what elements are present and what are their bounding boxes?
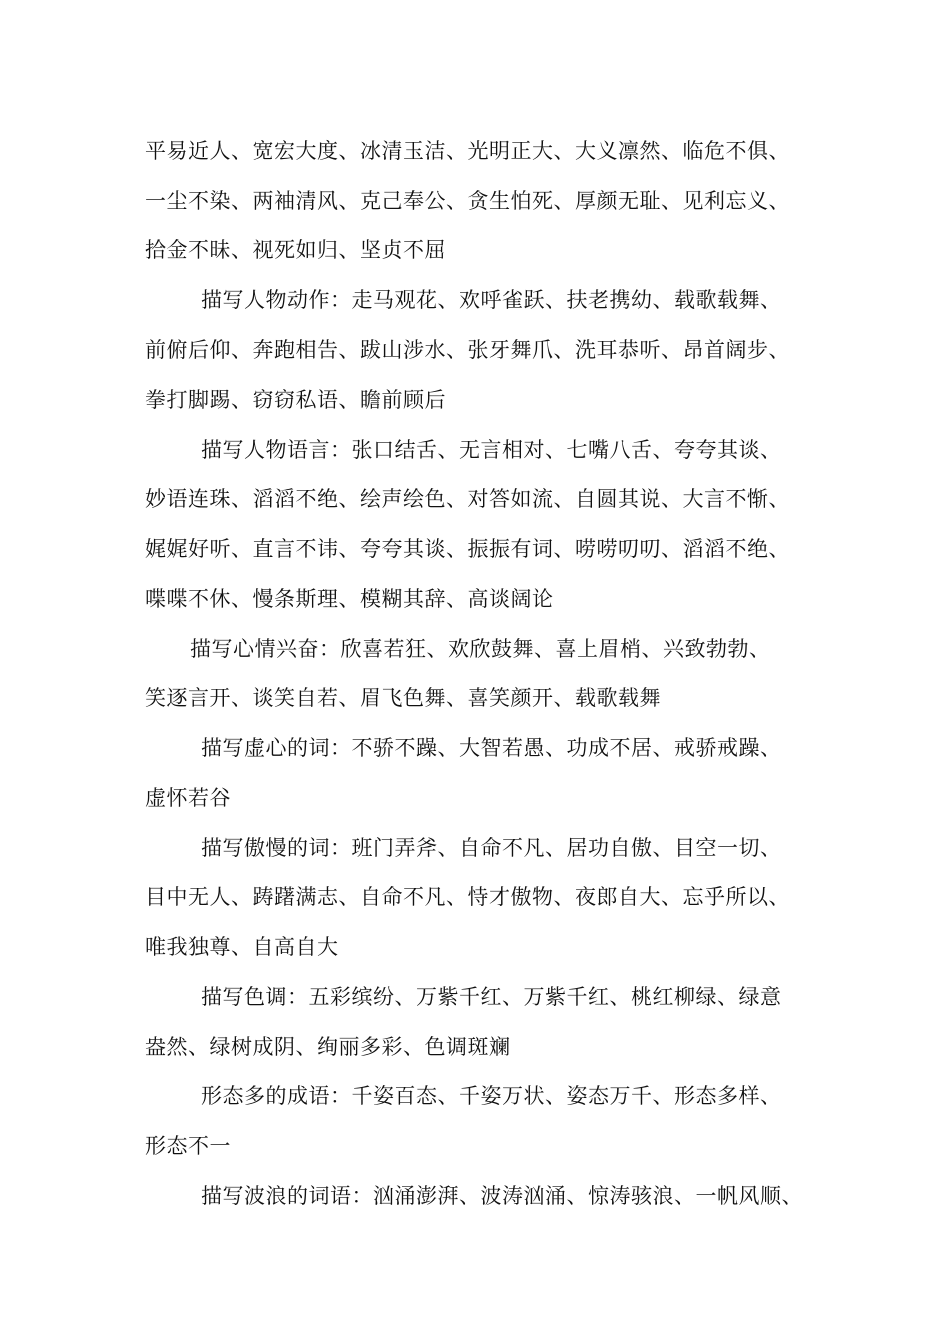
- text-line: 描写人物动作：走马观花、欢呼雀跃、扶老携幼、载歌载舞、: [201, 288, 782, 312]
- text-line: 描写波浪的词语：汹涌澎湃、波涛汹涌、惊涛骇浪、一帆风顺、: [201, 1184, 803, 1208]
- text-line: 描写色调：五彩缤纷、万紫千红、万紫千红、桃红柳绿、绿意: [201, 985, 782, 1009]
- text-line: 形态不一: [145, 1134, 231, 1158]
- text-line: 描写人物语言：张口结舌、无言相对、七嘴八舌、夸夸其谈、: [201, 438, 782, 462]
- text-line: 描写虚心的词：不骄不躁、大智若愚、功成不居、戒骄戒躁、: [201, 736, 782, 760]
- text-line: 描写傲慢的词：班门弄斧、自命不凡、居功自傲、目空一切、: [201, 836, 782, 860]
- text-line: 拳打脚踢、窃窃私语、瞻前顾后: [145, 388, 446, 412]
- text-line: 娓娓好听、直言不讳、夸夸其谈、振振有词、唠唠叨叨、滔滔不绝、: [145, 537, 790, 561]
- text-line: 唯我独尊、自高自大: [145, 935, 339, 959]
- text-line: 妙语连珠、滔滔不绝、绘声绘色、对答如流、自圆其说、大言不惭、: [145, 487, 790, 511]
- text-line: 笑逐言开、谈笑自若、眉飞色舞、喜笑颜开、载歌载舞: [145, 686, 661, 710]
- text-line: 平易近人、宽宏大度、冰清玉洁、光明正大、大义凛然、临危不俱、: [145, 139, 790, 163]
- text-line: 目中无人、踌躇满志、自命不凡、恃才傲物、夜郎自大、忘乎所以、: [145, 885, 790, 909]
- text-line: 形态多的成语：千姿百态、千姿万状、姿态万千、形态多样、: [201, 1084, 782, 1108]
- text-line: 拾金不昧、视死如归、坚贞不屈: [145, 238, 446, 262]
- text-line: 虚怀若谷: [145, 786, 231, 810]
- text-line: 一尘不染、两袖清风、克己奉公、贪生怕死、厚颜无耻、见利忘义、: [145, 189, 790, 213]
- text-line: 喋喋不休、慢条斯理、模糊其辞、高谈阔论: [145, 587, 554, 611]
- text-line: 盎然、绿树成阴、绚丽多彩、色调斑斓: [145, 1035, 511, 1059]
- text-line: 描写心情兴奋：欣喜若狂、欢欣鼓舞、喜上眉梢、兴致勃勃、: [190, 637, 771, 661]
- text-line: 前俯后仰、奔跑相告、跋山涉水、张牙舞爪、洗耳恭听、昂首阔步、: [145, 338, 790, 362]
